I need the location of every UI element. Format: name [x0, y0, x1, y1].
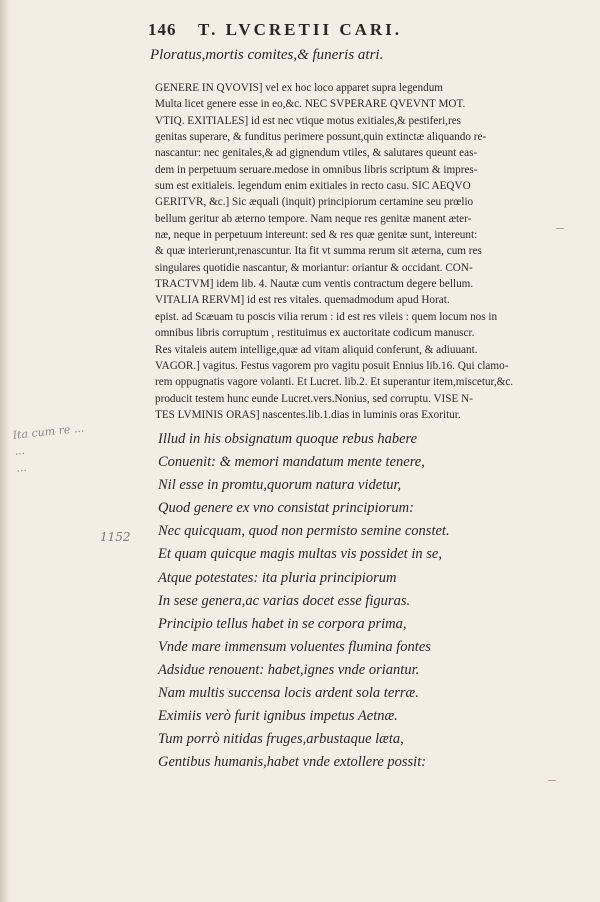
page-number: 146 [148, 20, 177, 39]
commentary-line: Res vitaleis autem intellige,quæ ad vitam aliquid conferunt, & adiuuant. [155, 343, 478, 356]
commentary-line: VITALIA RERVM] id est res vitales. quemadmodum apud Horat. [155, 294, 450, 307]
commentary-line: TES LVMINIS ORAS] nascentes.lib.1.dias in luminis oras Exoritur. [155, 408, 461, 421]
commentary-line: rem oppugnatis vagore volanti. Et Lucret. lib.2. Et superantur item,miscetur,&c. [155, 376, 514, 389]
handwritten-note-line: ... [15, 460, 28, 475]
margin-mark [548, 780, 556, 784]
commentary-line: GERITVR, &c.] Sic æquali (inquit) principiorum certamine seu prœlio [155, 196, 474, 209]
verse-line: Conuenit: & memori mandatum mente tenere, [158, 454, 425, 471]
verse-line: Gentibus humanis,habet vnde extollere possit: [158, 754, 427, 771]
commentary-line: genitas superare, & funditus perimere possunt,quin extinctæ aliquando re- [155, 131, 487, 144]
page-header [148, 20, 488, 42]
running-head: T. LVCRETII CARI. [198, 20, 403, 39]
verse-line: Et quam quicque magis multas vis possidet in se, [158, 546, 442, 563]
handwritten-margin-note [12, 412, 166, 476]
verse-line: Illud in his obsignatum quoque rebus habere [158, 431, 418, 447]
commentary-line: VTIQ. EXITIALES] id est nec vtique motus exitiales,& pestiferi,res [155, 114, 462, 127]
commentary-block [155, 80, 575, 423]
verse-line: Nil esse in promtu,quorum natura videtur, [158, 477, 402, 494]
page-edge-shadow [0, 0, 10, 902]
commentary-line: nascantur: nec genitales,& ad gignendum vtiles, & salutares queunt eas- [155, 147, 478, 160]
opening-verse-line: Ploratus,mortis comites,& funeris atri. [150, 47, 384, 63]
verse-line: Adsidue renouent: habet,ignes vnde oriantur. [158, 661, 420, 678]
handwritten-note-line: Ita cum re ... [12, 421, 85, 442]
verse-line: Vnde mare immensum voluentes flumina fontes [158, 638, 431, 655]
commentary-line: VAGOR.] vagitus. Festus vagorem pro vagitu posuit Ennius lib.16. Qui clamo- [155, 359, 509, 372]
verse-line: Principio tellus habet in se corpora prima, [158, 615, 407, 632]
verse-line: Atque potestates: ita pluria principiorum [158, 569, 397, 586]
margin-mark [556, 228, 564, 232]
commentary-line: & quæ interierunt,renascuntur. Ita fit vt summa rerum sit æterna, cum res [155, 245, 482, 258]
commentary-line: omnibus libris corruptum , restituimus ex auctoritate codicum manuscr. [155, 327, 475, 340]
commentary-line: Multa licet genere esse in eo,&c. NEC SVPERARE QVEVNT MOT. [155, 98, 466, 111]
verse-line: Tum porrò nitidas fruges,arbustaque læta, [158, 731, 404, 748]
commentary-line: dem in perpetuum seruare.medose in omnibus libris scriptum & impres- [155, 163, 478, 176]
commentary-line: GENERE IN QVOVIS] vel ex hoc loco apparet supra legendum [155, 82, 443, 94]
handwritten-note-line: ... [13, 444, 26, 459]
commentary-line: producit testem hunc eunde Lucret.vers.Nonius, sed corruptu. VISE N- [155, 392, 473, 405]
commentary-line: sum est exitialeis. legendum enim exitiales in recto casu. SIC AEQVO [155, 180, 471, 193]
verse-line: In sese genera,ac varias docet esse figuras. [158, 592, 411, 609]
commentary-line: singulares quotidie nascantur, & moriantur: oriantur & occidant. CON- [155, 261, 473, 274]
verse-line: Nam multis succensa locis ardent sola terræ. [158, 685, 419, 702]
commentary-line: bellum geritur ab æterno tempore. Nam neque res genitæ manent æter- [155, 212, 472, 225]
verse-block [158, 428, 478, 774]
commentary-line: epist. ad Scæuam tu poscis vilia rerum : id est res vileis : quem locum nos in [155, 310, 498, 323]
verse-line: Eximiis verò furit ignibus impetus Aetnæ. [158, 708, 398, 725]
verse-line: Quod genere ex vno consistat principiorum: [158, 500, 414, 517]
margin-line-reference: 1152 [100, 530, 131, 544]
verse-line: Nec quicquam, quod non permisto semine constet. [158, 523, 450, 540]
commentary-line: TRACTVM] idem lib. 4. Nautæ cum ventis contractum degere bellum. [155, 278, 474, 291]
commentary-line: næ, neque in perpetuum intereunt: sed & res quæ genitæ sunt, intereunt: [155, 229, 478, 242]
